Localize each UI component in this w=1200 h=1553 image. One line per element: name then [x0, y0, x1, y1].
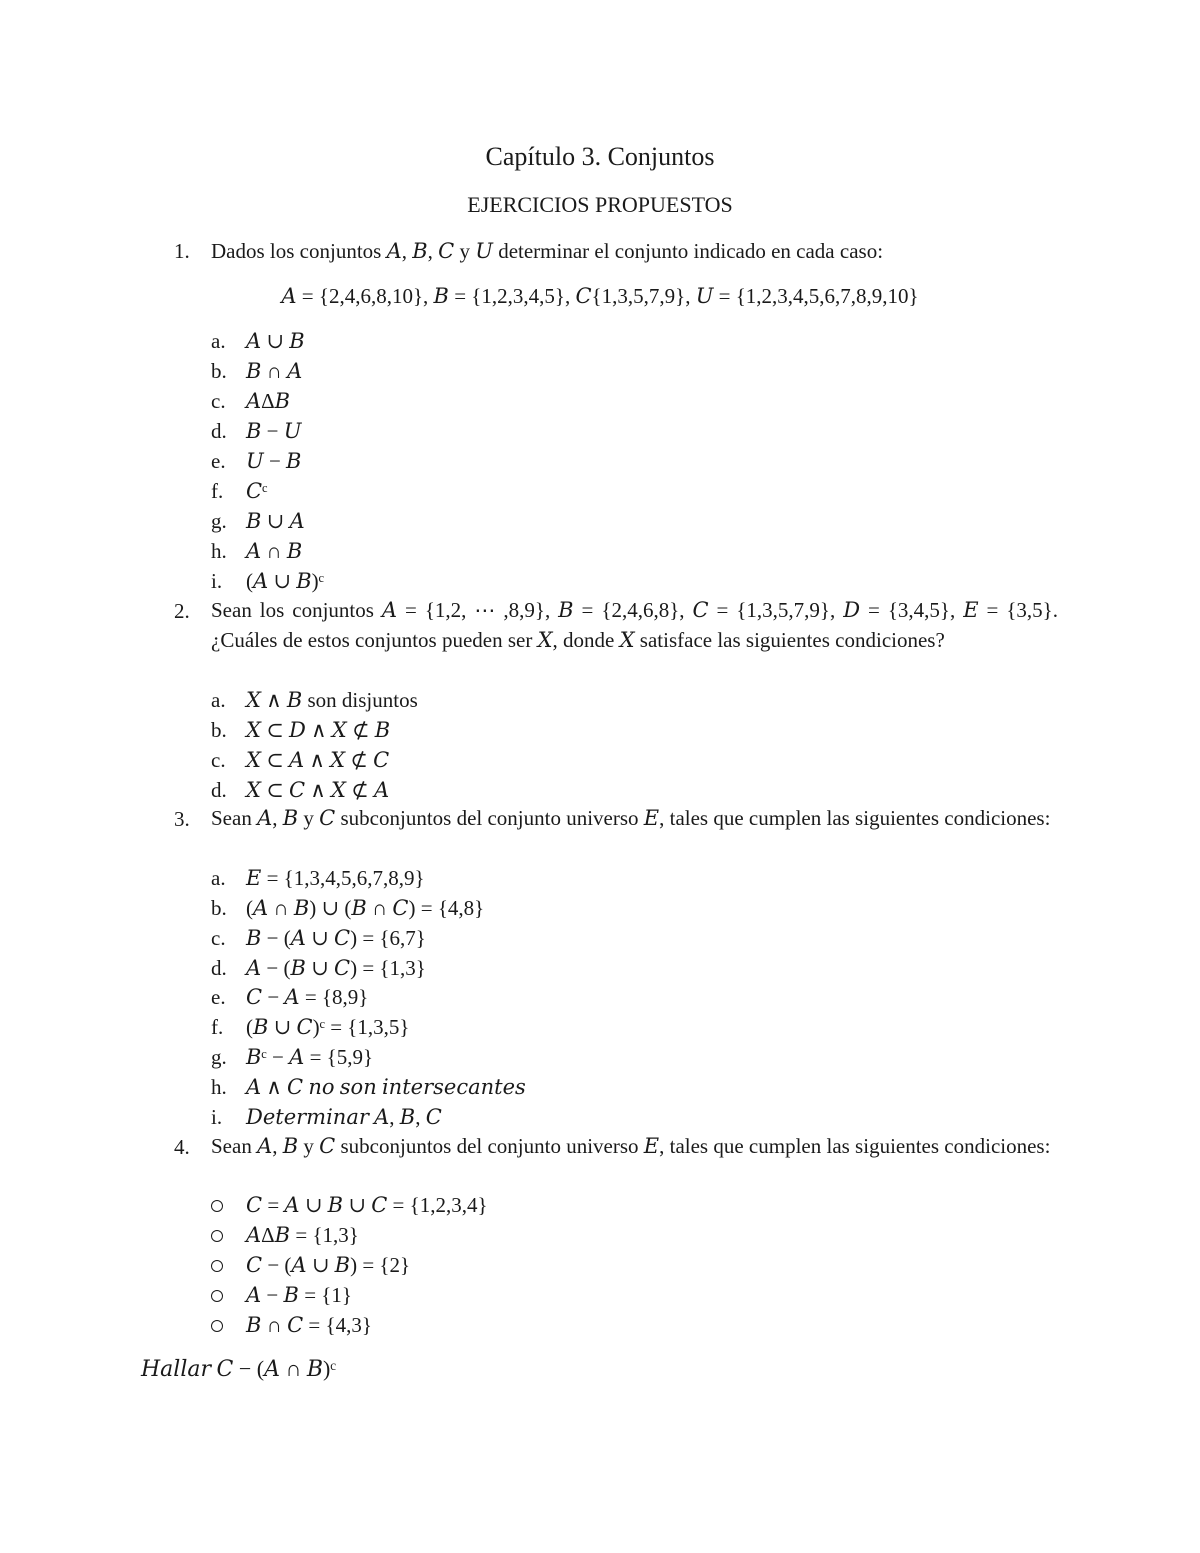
circle-bullet-icon [211, 1260, 223, 1272]
page-subtitle: EJERCICIOS PROPUESTOS [467, 192, 733, 217]
circle-bullet-icon [211, 1200, 223, 1212]
exercise-number: 4. [174, 1135, 190, 1159]
exercise-number: 3. [174, 807, 190, 831]
exercise-number: 1. [174, 239, 190, 263]
exercise-number: 2. [174, 599, 190, 623]
circle-bullet-icon [211, 1230, 223, 1242]
set-definitions: 𝐴 = {2,4,6,8,10}, 𝐵 = {1,2,3,4,5}, 𝐶{1,3,5,7,9}, 𝑈 = {1,2,3,4,5,6,7,8,9,10} [281, 284, 919, 308]
exercise-statement: Sean 𝐴, 𝐵 y 𝐶 subconjuntos del conjunto universo 𝐸, tales que cumplen las siguientes condiciones: [211, 806, 1051, 830]
exercise-statement: Dados los conjuntos 𝐴, 𝐵, 𝐶 y 𝑈 determinar el conjunto indicado en cada caso: [211, 239, 884, 263]
page-title: Capítulo 3. Conjuntos [485, 142, 715, 171]
circle-bullet-icon [211, 1320, 223, 1332]
circle-bullet-icon [211, 1290, 223, 1302]
final-task: 𝐻𝑎𝑙𝑙𝑎𝑟 𝐶 − (𝐴 ∩ 𝐵)ᶜ [141, 1356, 336, 1381]
document-page: Capítulo 3. Conjuntos EJERCICIOS PROPUESTOS 1. Dados los conjuntos 𝐴, 𝐵, 𝐶 y 𝑈 determinar el conjunto indicado en cada caso: 𝐴 = {2,4,6,8,10}, 𝐵 = {1,2,3,4,5}, 𝐶{1,3,5,7,9}, 𝑈 = {1,2,3,4,5,6,7,8,9,10} a. 𝐴 ∪ 𝐵 b. 𝐵 ∩ 𝐴 c. 𝐴Δ𝐵 d. 𝐵 − 𝑈 e. 𝑈 − 𝐵 f. 𝐶ᶜ g. 𝐵 ∪ 𝐴 h. 𝐴 ∩ 𝐵 i. (𝐴 ∪ 𝐵)ᶜ 2. Sean los conjuntos 𝐴 = {1,2, ⋯ ,8,9}, 𝐵 = {2,4,6,8}, 𝐶 = {1,3,5,7,9}, 𝐷 = {3,4,5}, 𝐸 = {3,5}. ¿Cuáles de estos conjuntos pueden ser 𝑋, donde 𝑋 satisface las siguientes condiciones? a. 𝑋 ∧ 𝐵 son disjuntos b. 𝑋 ⊂ 𝐷 ∧ 𝑋 ⊄ 𝐵 c. 𝑋 ⊂ 𝐴 ∧ 𝑋 ⊄ 𝐶 d. 𝑋 ⊂ 𝐶 ∧ 𝑋 ⊄ 𝐴 3. Sean 𝐴, 𝐵 y 𝐶 subconjuntos del conjunto universo 𝐸, tales que cumplen las siguientes condiciones: a. 𝐸 = {1,3,4,5,6,7,8,9} b. (𝐴 ∩ 𝐵) ∪ (𝐵 ∩ 𝐶) = {4,8} c. 𝐵 − (𝐴 ∪ 𝐶) = {6,7} d. 𝐴 − (𝐵 ∪ 𝐶) = {1,3} e. 𝐶 − 𝐴 = {8,9} f. (𝐵 ∪ 𝐶)ᶜ = {1,3,5} g. 𝐵ᶜ − 𝐴 = {5,9} h. 𝐴 ∧ 𝐶 𝑛𝑜 𝑠𝑜𝑛 𝑖𝑛𝑡𝑒𝑟𝑠𝑒𝑐𝑎𝑛𝑡𝑒𝑠 i. 𝐷𝑒𝑡𝑒𝑟𝑚𝑖𝑛𝑎𝑟 𝐴, 𝐵, 𝐶 4. Sean 𝐴, 𝐵 y 𝐶 subconjuntos del conjunto universo 𝐸, tales que cumplen las siguientes condiciones: 𝐶 = 𝐴 ∪ 𝐵 ∪ 𝐶 = {1,2,3,4} 𝐴Δ𝐵 = {1,3} 𝐶 − (𝐴 ∪ 𝐵) = {2} 𝐴 − 𝐵 = {1} 𝐵 ∩ 𝐶 = {4,3} 𝐻𝑎𝑙𝑙𝑎𝑟 𝐶 − (𝐴 ∩ 𝐵)ᶜ [0, 0, 1200, 1553]
exercise-statement: Sean 𝐴, 𝐵 y 𝐶 subconjuntos del conjunto universo 𝐸, tales que cumplen las siguientes condiciones: [211, 1134, 1051, 1158]
exercise-statement: Sean los conjuntos 𝐴 = {1,2, ⋯ ,8,9}, 𝐵 = {2,4,6,8}, 𝐶 = {1,3,5,7,9}, 𝐷 = {3,4,5}, 𝐸 = {3,5}. ¿Cuáles de estos conjuntos pueden ser 𝑋, donde 𝑋 satisface las siguientes condiciones? [211, 598, 1058, 652]
